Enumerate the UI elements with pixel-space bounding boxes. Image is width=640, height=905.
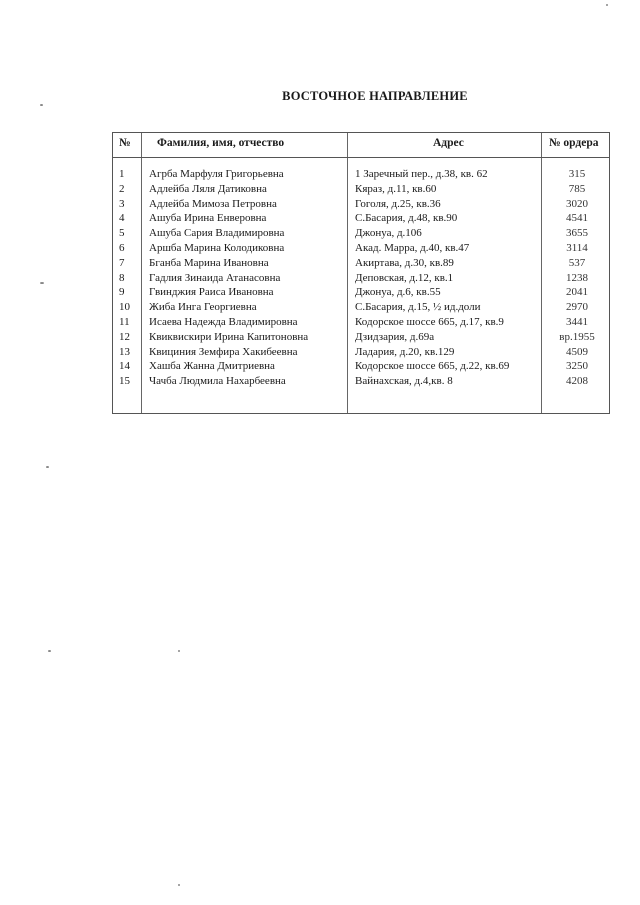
header-name: Фамилия, имя, отчество — [157, 137, 285, 149]
cell-order: 2041 — [566, 286, 588, 299]
cell-num: 9 — [119, 286, 125, 299]
cell-num: 2 — [119, 182, 125, 195]
cell-address: Деповская, д.12, кв.1 — [355, 271, 454, 284]
cell-num: 5 — [119, 227, 125, 240]
cell-name: Хашба Жанна Дмитриевна — [149, 360, 275, 373]
cell-address: С.Басария, д.15, ½ ид.доли — [355, 301, 481, 314]
table-row — [113, 211, 609, 226]
cell-address: Джонуа, д.6, кв.55 — [355, 286, 441, 299]
cell-name: Аршба Марина Колодиковна — [149, 241, 285, 254]
cell-num: 13 — [119, 345, 130, 358]
cell-order: 537 — [568, 256, 586, 269]
cell-order: 3250 — [566, 360, 588, 373]
cell-name: Адлейба Мимоза Петровна — [149, 197, 277, 210]
table-row — [113, 241, 609, 256]
cell-order: вр.1955 — [559, 330, 595, 343]
header-order: № ордера — [549, 137, 599, 149]
cell-num: 10 — [119, 301, 130, 314]
scan-speck — [48, 650, 51, 652]
table-row — [113, 359, 609, 374]
cell-order: 3655 — [566, 227, 588, 240]
cell-order: 3114 — [566, 241, 588, 254]
table-body — [113, 167, 609, 389]
scan-speck — [606, 4, 608, 6]
cell-address: Кяраз, д.11, кв.60 — [355, 182, 437, 195]
cell-num: 7 — [119, 256, 125, 269]
cell-order: 2970 — [566, 301, 588, 314]
cell-name: Квициния Земфира Хакибеевна — [149, 345, 298, 358]
scan-speck — [178, 650, 180, 652]
table-row — [113, 197, 609, 212]
cell-num: 4 — [119, 212, 125, 225]
table-row — [113, 285, 609, 300]
cell-order: 785 — [568, 182, 586, 195]
header-num: № — [119, 137, 131, 149]
table-row — [113, 374, 609, 389]
scan-speck — [46, 466, 49, 468]
cell-num: 14 — [119, 360, 130, 373]
cell-num: 12 — [119, 330, 130, 343]
table-row — [113, 182, 609, 197]
cell-name: Чачба Людмила Нахарбеевна — [149, 375, 286, 388]
cell-address: Акиртава, д.30, кв.89 — [355, 256, 454, 269]
cell-address: 1 Заречный пер., д.38, кв. 62 — [355, 168, 488, 180]
cell-order: 3441 — [566, 315, 588, 328]
cell-address: Джонуа, д.106 — [355, 227, 422, 240]
cell-name: Ашуба Сария Владимировна — [149, 227, 285, 240]
cell-name: Гвинджия Раиса Ивановна — [149, 286, 274, 299]
cell-address: Кодорское шоссе 665, д.22, кв.69 — [355, 360, 510, 373]
table-row — [113, 271, 609, 286]
table-row — [113, 330, 609, 345]
table-row — [113, 315, 609, 330]
cell-order: 1238 — [566, 271, 588, 284]
cell-order: 4208 — [566, 375, 588, 388]
residents-table — [112, 132, 610, 414]
scan-speck — [40, 282, 44, 284]
cell-address: С.Басария, д.48, кв.90 — [355, 212, 458, 225]
table-row — [113, 167, 609, 182]
scan-speck — [40, 104, 43, 106]
cell-address: Кодорское шоссе 665, д.17, кв.9 — [355, 315, 504, 328]
cell-name: Квиквискири Ирина Капитоновна — [149, 330, 309, 343]
table-row — [113, 256, 609, 271]
cell-num: 6 — [119, 241, 125, 254]
cell-address: Дзидзария, д.69а — [355, 330, 435, 343]
cell-num: 15 — [119, 375, 130, 388]
cell-num: 11 — [119, 315, 130, 328]
header-divider — [113, 157, 609, 158]
cell-name: Исаева Надежда Владимировна — [149, 315, 298, 328]
cell-order: 3020 — [566, 197, 588, 210]
cell-address: Гоголя, д.25, кв.36 — [355, 197, 441, 210]
cell-name: Жиба Инга Георгиевна — [149, 301, 257, 314]
cell-name: Ашуба Ирина Енверовна — [149, 212, 267, 225]
cell-order: 4541 — [566, 212, 588, 225]
cell-address: Вайнахская, д.4,кв. 8 — [355, 375, 453, 388]
cell-num: 3 — [119, 197, 125, 210]
cell-order: 4509 — [566, 345, 588, 358]
cell-address: Ладария, д.20, кв.129 — [355, 345, 455, 358]
header-address: Адрес — [433, 137, 464, 149]
table-row — [113, 300, 609, 315]
cell-num: 8 — [119, 271, 125, 284]
table-row — [113, 226, 609, 241]
cell-name: Агрба Марфуля Григорьевна — [149, 168, 284, 180]
page-title: ВОСТОЧНОЕ НАПРАВЛЕНИЕ — [282, 89, 468, 103]
cell-name: Бганба Марина Ивановна — [149, 256, 269, 269]
cell-address: Акад. Марра, д.40, кв.47 — [355, 241, 470, 254]
table-row — [113, 345, 609, 360]
scan-speck — [178, 884, 180, 886]
cell-name: Гадлия Зинаида Атанасовна — [149, 271, 281, 284]
cell-name: Адлейба Ляля Датиковна — [149, 182, 267, 195]
cell-order: 315 — [568, 168, 586, 180]
cell-num: 1 — [119, 168, 125, 180]
